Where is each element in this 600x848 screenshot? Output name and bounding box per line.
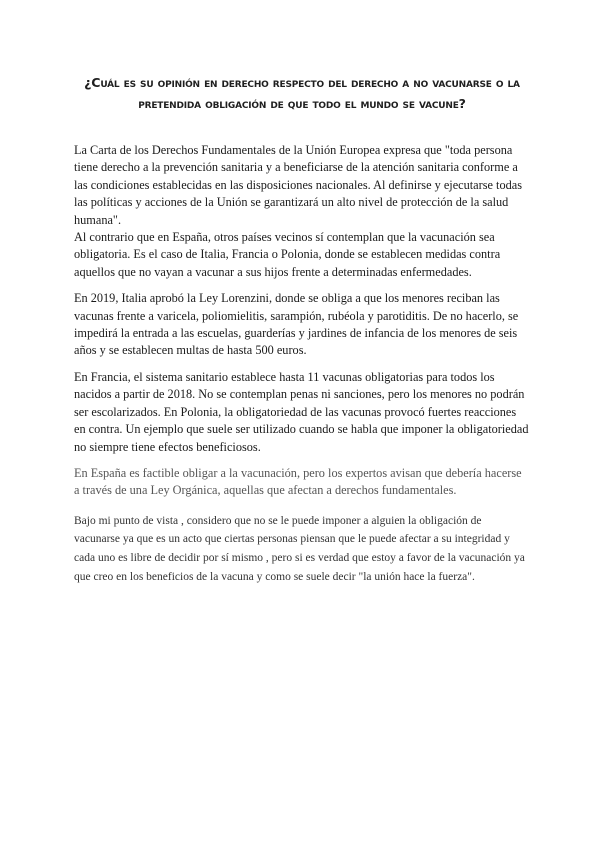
- paragraph-opinion: Bajo mi punto de vista , considero que no se le puede imponer a alguien la obligación de vacunarse ya que es un acto que ciertas personas piensan que le puede afectar a su integridad y cada uno es libre de decidir por sí mismo , pero si es verdad que estoy a favor de la vacunación ya que creo en los beneficios de la vacuna y como se suele decir "la unión hace la fuerza".: [74, 514, 525, 583]
- paragraph-neighbour-countries: Al contrario que en España, otros países vecinos sí contemplan que la vacunación sea obligatoria. Es el caso de Italia, Francia o Polonia, donde se establecen medidas contra aquellos que no vayan a vacunar a sus hijos frente a determinadas enfermedades.: [74, 230, 501, 279]
- paragraph-spain: En España es factible obligar a la vacunación, pero los expertos avisan que debería hacerse a través de una Ley Orgánica, aquellas que afectan a derechos fundamentales.: [74, 465, 522, 498]
- paragraph-eu-charter: La Carta de los Derechos Fundamentales de la Unión Europea expresa que "toda persona tiene derecho a la prevención sanitaria y a beneficiarse de la atención sanitaria conforme a las condiciones establecidas en las disposiciones nacionales. Al definirse y ejecutarse todas las políticas y acciones de la Unión se garantizará un alto nivel de protección de la salud humana".: [74, 143, 523, 227]
- paragraph-france-poland: En Francia, el sistema sanitario establece hasta 11 vacunas obligatorias para todos los nacidos a partir de 2018. No se contemplan penas ni sanciones, pero los menores no podrán ser escolarizados. En Polonia, la obligatoriedad de las vacunas provocó fuertes reacciones en contra. Un ejemplo que suele ser utilizado cuando se habla que imponer la obligatoriedad no siempre tiene efectos beneficiosos.: [74, 369, 529, 454]
- paragraph-italy: En 2019, Italia aprobó la Ley Lorenzini, donde se obliga a que los menores reciban las vacunas frente a varicela, poliomielitis, sarampión, rubéola y parotiditis. De no hacerlo, se impedirá la entrada a las escuelas, guarderías y jardines de infancia de los menores de seis años y se establecen multas de hasta 500 euros.: [74, 291, 519, 358]
- document-title: ¿Cuál es su opinión en derecho respecto del derecho a no vacunarse o la pretendida obligación de que todo el mundo se vacune?: [84, 75, 520, 111]
